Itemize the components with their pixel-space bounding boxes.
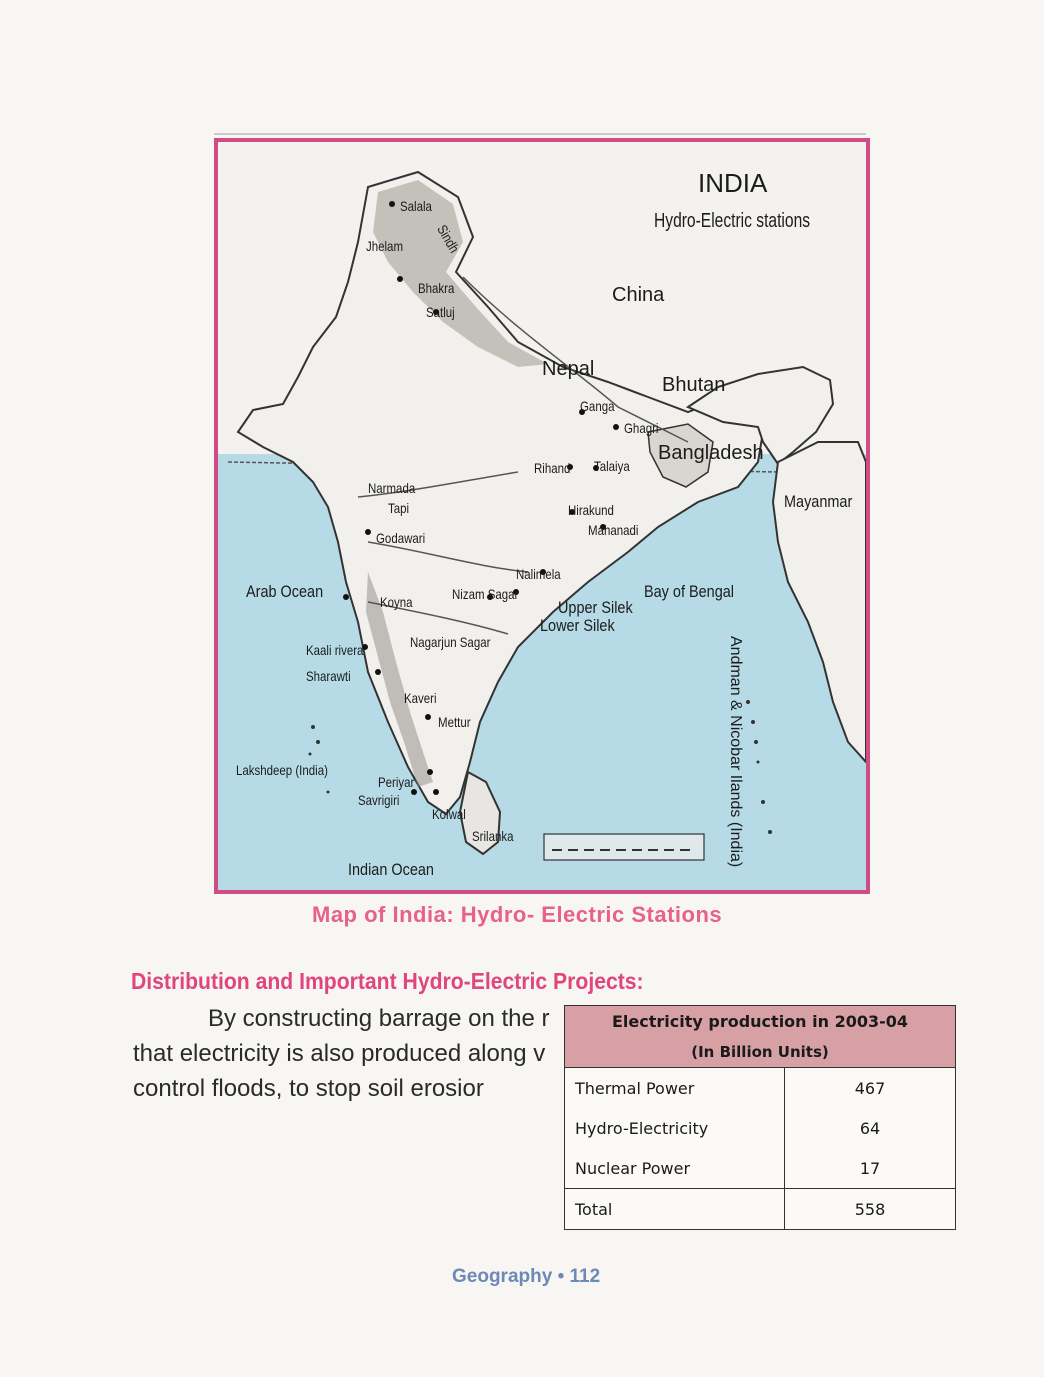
station-periyar: Periyar <box>378 774 415 790</box>
table-row <box>565 1148 956 1189</box>
station-savrigiri: Savrigiri <box>358 792 400 808</box>
station-kaveri: Kaveri <box>404 690 437 706</box>
row-label: Nuclear Power <box>565 1148 785 1189</box>
scale-bar <box>544 834 704 860</box>
body-line-2: that electricity is also produced along v <box>133 1040 546 1067</box>
station-lower-silek: Lower Silek <box>540 616 615 635</box>
page-top-rule <box>214 133 866 135</box>
station-hirakund: Hirakund <box>568 502 614 518</box>
india-hydro-map <box>214 138 870 894</box>
station-tapi: Tapi <box>388 500 410 516</box>
body-line-3: control floods, to stop soil erosior <box>133 1075 484 1102</box>
station-salala: Salala <box>400 198 432 214</box>
total-label: Total <box>565 1189 785 1230</box>
electricity-table <box>564 1005 956 1230</box>
station-ganga: Ganga <box>580 398 615 414</box>
station-rihand: Rihand <box>534 460 571 476</box>
label-srilanka: Srilanka <box>472 828 514 844</box>
station-nizam-sagar: Nizam Sagar <box>452 586 519 602</box>
label-mayanmar: Mayanmar <box>784 492 853 511</box>
table-total-row <box>565 1189 956 1230</box>
station-narmada: Narmada <box>368 480 416 496</box>
station-satluj: Satluj <box>426 304 455 320</box>
table-row <box>565 1108 956 1148</box>
label-arab-ocean: Arab Ocean <box>246 582 324 601</box>
map-caption: Map of India: Hydro- Electric Stations <box>312 902 723 927</box>
table-title-row <box>565 1006 956 1038</box>
table-title: Electricity production in 2003-04 <box>565 1006 956 1038</box>
station-nagarjun-sagar: Nagarjun Sagar <box>410 634 491 650</box>
label-lakshdeep: Lakshdeep (India) <box>236 762 328 778</box>
label-andman: Andman & Nicobar Ilands (India) <box>727 636 744 868</box>
label-nepal: Nepal <box>542 358 595 380</box>
total-value: 558 <box>785 1189 956 1230</box>
label-indian-ocean: Indian Ocean <box>348 860 434 879</box>
map-subtitle: Hydro-Electric stations <box>654 210 811 232</box>
row-label: Thermal Power <box>565 1068 785 1109</box>
body-line-1: By constructing barrage on the r <box>208 1005 550 1032</box>
row-value: 17 <box>785 1148 956 1189</box>
station-sindh: Sindh <box>434 222 463 256</box>
row-value: 64 <box>785 1108 956 1148</box>
station-bhakra: Bhakra <box>418 280 455 296</box>
label-china: China <box>612 284 665 306</box>
station-koyna: Koyna <box>380 594 413 610</box>
row-value: 467 <box>785 1068 956 1109</box>
table-row <box>565 1068 956 1109</box>
station-kolwal: Kolwal <box>432 806 466 822</box>
station-kaali-rivera: Kaali rivera <box>306 642 364 658</box>
label-bay-of-bengal: Bay of Bengal <box>644 582 734 601</box>
station-mettur: Mettur <box>438 714 471 730</box>
map-title: INDIA <box>698 168 768 198</box>
table-subtitle: (In Billion Units) <box>565 1037 956 1068</box>
label-bangladesh: Bangladesh <box>658 442 764 464</box>
page-footer: Geography • 112 <box>452 1266 601 1287</box>
station-upper-silek: Upper Silek <box>558 598 633 617</box>
station-ghagri: Ghagri <box>624 420 659 436</box>
station-godawari: Godawari <box>376 530 426 546</box>
section-heading: Distribution and Important Hydro-Electric Projects: <box>131 968 644 994</box>
station-talaiya: Talaiya <box>594 458 630 474</box>
label-bhutan: Bhutan <box>662 374 726 396</box>
row-label: Hydro-Electricity <box>565 1108 785 1148</box>
station-jhelam: Jhelam <box>366 238 404 254</box>
table-subtitle-row <box>565 1037 956 1068</box>
station-nalimela: Nalimela <box>516 566 561 582</box>
station-sharawti: Sharawti <box>306 668 351 684</box>
station-mahanadi: Mahanadi <box>588 522 639 538</box>
